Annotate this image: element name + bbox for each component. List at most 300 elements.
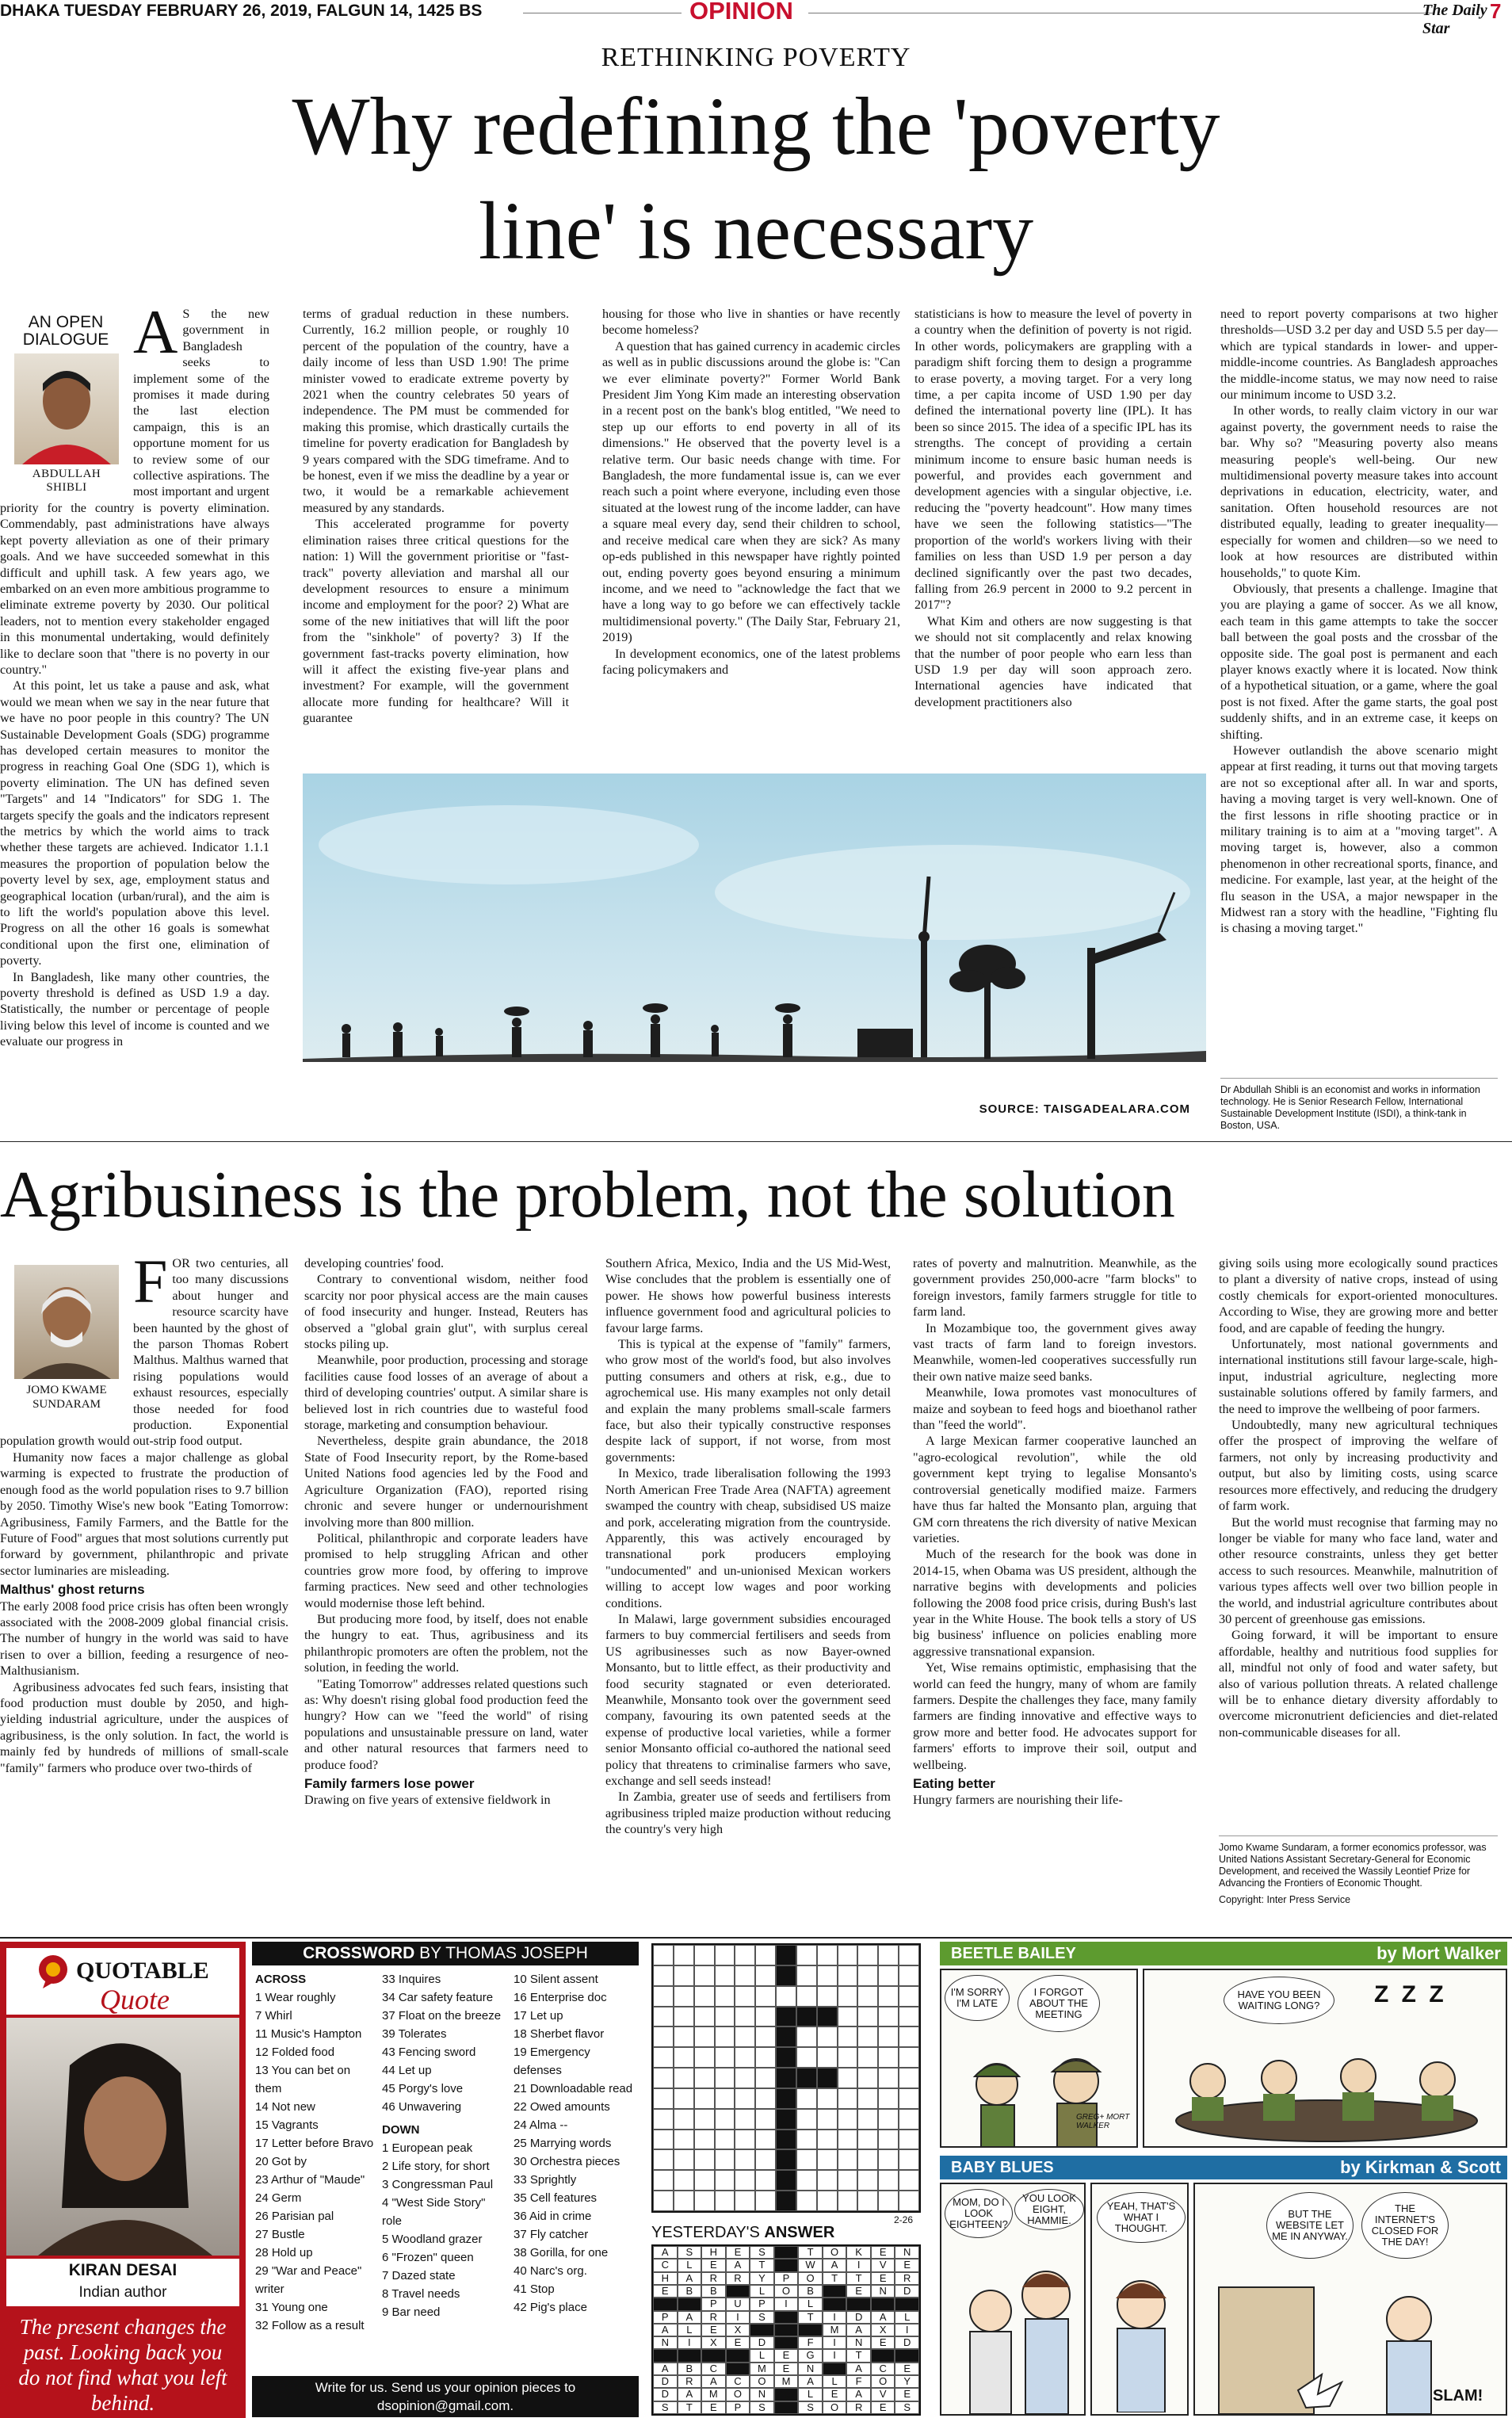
clue: 38 Gorilla, for one: [514, 2246, 609, 2259]
baby-blues-title: BABY BLUES: [951, 2159, 1054, 2176]
puzzle-cell[interactable]: [694, 2149, 715, 2170]
answer-cell: R: [895, 2272, 919, 2285]
puzzle-cell[interactable]: [735, 1965, 755, 1986]
puzzle-cell[interactable]: [755, 2068, 776, 2088]
black-cell: [726, 2349, 750, 2362]
puzzle-cell[interactable]: [817, 2026, 838, 2047]
clue: 40 Narc's org.: [514, 2264, 587, 2278]
puzzle-cell[interactable]: [838, 1986, 858, 2007]
answer-cell: M: [701, 2388, 726, 2401]
footer-email-link[interactable]: dsopinion@gmail.com.: [376, 2398, 514, 2413]
puzzle-cell[interactable]: [838, 2007, 858, 2027]
puzzle-cell[interactable]: [878, 2026, 899, 2047]
puzzle-cell[interactable]: [755, 2149, 776, 2170]
puzzle-cell[interactable]: [715, 2047, 735, 2068]
paragraph: However outlandish the above scenario might appear at first reading, it turns out that moving targets are not so exceptional after all. In war and sports, having a moving target is very well-known. One of the first lessons in rifle shooting practice or in military training is to aim at a "moving target". A moving target is, however, also a common phenomenon in other recreational sports, finance, and medicine. For example, last year, at the height of the flu season in the USA, a major newspaper in the Midwest ran a story with the headline, "Fighting flu is chasing a moving target.": [1220, 743, 1498, 936]
puzzle-cell[interactable]: [899, 2191, 919, 2211]
puzzle-cell[interactable]: [899, 2026, 919, 2047]
crossword-byline: BY THOMAS JOSEPH: [419, 1944, 588, 1962]
bio-rule: [1220, 1078, 1498, 1079]
black-cell: [776, 2026, 796, 2047]
puzzle-cell[interactable]: [755, 2170, 776, 2191]
answer-cell: S: [750, 2311, 774, 2324]
puzzle-cell[interactable]: [694, 2026, 715, 2047]
paragraph: The early 2008 food price crisis has often been wrongly associated with the 2008-2009 global financial crisis. The number of hungry in the world was said to have risen to over a billion, feeding a resurgence of neo-Malthusianism.: [0, 1599, 288, 1679]
paragraph: Drawing on five years of extensive fieldwork in: [304, 1793, 551, 1808]
quotable-quote-box: [0, 1942, 246, 2418]
puzzle-cell[interactable]: [735, 2170, 755, 2191]
clue: 21 Downloadable read: [514, 2082, 633, 2095]
paragraph: "Eating Tomorrow" addresses related questions such as: Why doesn't rising global food production feed the hungry? How can we "feed the world" of rising populations and unsustainable pressure on land, water and other natural resources that farmers need to produce food?: [304, 1676, 588, 1772]
answer-cell: P: [750, 2298, 774, 2310]
black-cell: [776, 2191, 796, 2211]
puzzle-cell[interactable]: [653, 2109, 674, 2130]
clue: 29 "War and Peace" writer: [255, 2264, 362, 2296]
answer-cell: S: [653, 2401, 678, 2414]
puzzle-cell[interactable]: [694, 2130, 715, 2150]
puzzle-cell[interactable]: [674, 1986, 694, 2007]
puzzle-cell[interactable]: [878, 1965, 899, 1986]
paragraph: A large Mexican farmer cooperative launched an "agro-ecological revolution", while the old government kept trying to legalise Monsanto's controversial genetically modified maize. Farmers have thus far halted the Monsanto plan, arguing that GM corn threatens the rich diversity of native Mexican varieties.: [913, 1434, 1197, 1545]
puzzle-cell[interactable]: [755, 2109, 776, 2130]
puzzle-cell[interactable]: [857, 2109, 878, 2130]
paragraph: Obviously, that presents a challenge. Imagine that you are playing a game of soccer. As we all know, each team in this game attempts to take the soccer ball between the goal posts and the crossbar of the opposite side. The goal post is permanent and each player knows exactly where it is located. Now think of a hypothetical situation, or a game, where the goal post is not fixed. After the game starts, the goal post suddenly shifts, and in an extreme case, it keeps on shifting.: [1220, 581, 1498, 742]
black-cell: [895, 2298, 919, 2310]
puzzle-cell[interactable]: [857, 2191, 878, 2211]
paragraph: In other words, to really claim victory in our war against poverty, the government needs to raise the bar. Why so? "Measuring poverty also means measuring people's well-being. Our new multidimensional poverty measure takes into account deprivations in education, electricity, water, and sanitation. Often household resources are not distributed equally, leading to greater inequality—especially for women and children—so we need to look at how resources are distributed within households," to quote Kim.: [1220, 403, 1498, 580]
black-cell: [895, 2349, 919, 2362]
article2-column-1: [0, 1255, 288, 1921]
answer-cell: S: [750, 2401, 774, 2414]
author-caption-jomo-1: JOMO KWAME: [26, 1384, 107, 1396]
puzzle-cell[interactable]: [674, 2191, 694, 2211]
puzzle-cell[interactable]: [694, 2170, 715, 2191]
puzzle-cell[interactable]: [857, 1945, 878, 1965]
puzzle-cell[interactable]: [817, 1945, 838, 1965]
article2-headline: Agribusiness is the problem, not the solution: [0, 1158, 1175, 1232]
clue: 8 Travel needs: [382, 2287, 460, 2301]
clue: 16 Enterprise doc: [514, 1991, 607, 2004]
clue: 17 Let up: [514, 2009, 563, 2023]
column-label: AN OPEN DIALOGUE: [22, 313, 109, 349]
clue: 37 Float on the breeze: [382, 2009, 502, 2023]
puzzle-cell[interactable]: [817, 2047, 838, 2068]
clue: 10 Silent assent: [514, 1973, 598, 1986]
answer-cell: C: [653, 2259, 678, 2271]
puzzle-cell[interactable]: [674, 2007, 694, 2027]
author-caption-jomo-2: SUNDARAM: [32, 1398, 101, 1411]
puzzle-cell[interactable]: [755, 1986, 776, 2007]
puzzle-cell[interactable]: [857, 2026, 878, 2047]
puzzle-cell[interactable]: [878, 2068, 899, 2088]
puzzle-cell[interactable]: [878, 2109, 899, 2130]
clue: 13 You can bet on them: [255, 2064, 351, 2095]
clue-column-3: [514, 1970, 640, 2317]
clue: 14 Not new: [255, 2100, 315, 2114]
puzzle-cell[interactable]: [899, 2007, 919, 2027]
puzzle-cell[interactable]: [796, 2047, 817, 2068]
black-cell: [798, 2324, 823, 2336]
answer-cell: I: [774, 2298, 799, 2310]
puzzle-cell[interactable]: [857, 1965, 878, 1986]
puzzle-cell[interactable]: [715, 2109, 735, 2130]
speech-bubble: I FORGOT ABOUT THE MEETING: [1018, 1975, 1100, 2032]
puzzle-cell[interactable]: [674, 1965, 694, 1986]
puzzle-cell[interactable]: [694, 1986, 715, 2007]
puzzle-cell[interactable]: [878, 1986, 899, 2007]
puzzle-cell[interactable]: [857, 2007, 878, 2027]
page-number: 7: [1490, 0, 1502, 23]
puzzle-cell[interactable]: [796, 2191, 817, 2211]
paragraph: Nevertheless, despite grain abundance, the 2018 State of Food Insecurity report, by the Rome-based United Nations food agencies led by the Food and Agriculture Organization (FAO), reported rising chronic and severe hunger or undernourishment involving more than 800 million.: [304, 1434, 588, 1530]
puzzle-cell[interactable]: [735, 2047, 755, 2068]
puzzle-cell[interactable]: [838, 2068, 858, 2088]
article2-copyright: Copyright: Inter Press Service: [1219, 1894, 1351, 1905]
clue: 20 Got by: [255, 2155, 307, 2168]
puzzle-cell[interactable]: [715, 2088, 735, 2109]
puzzle-cell[interactable]: [715, 2170, 735, 2191]
puzzle-cell[interactable]: [674, 1945, 694, 1965]
landscape-illustration-icon: [303, 774, 1206, 1124]
puzzle-cell[interactable]: [694, 2047, 715, 2068]
black-cell: [871, 2349, 895, 2362]
clue: 33 Inquires: [382, 1973, 441, 1986]
puzzle-cell[interactable]: [735, 2130, 755, 2150]
puzzle-cell[interactable]: [857, 2149, 878, 2170]
comics-section: [940, 1942, 1512, 2418]
clue-column-1: [255, 1970, 374, 2335]
puzzle-cell[interactable]: [796, 2149, 817, 2170]
crossword-puzzle-grid[interactable]: [651, 1943, 921, 2213]
answer-cell: N: [798, 2363, 823, 2375]
answer-cell: S: [895, 2401, 919, 2414]
answer-cell: M: [774, 2375, 799, 2388]
puzzle-cell[interactable]: [838, 2130, 858, 2150]
answer-cell: E: [871, 2272, 895, 2285]
clue: 12 Folded food: [255, 2046, 335, 2059]
puzzle-cell[interactable]: [878, 2170, 899, 2191]
puzzle-cell[interactable]: [674, 2149, 694, 2170]
section-title: OPINION: [689, 0, 793, 25]
puzzle-cell[interactable]: [735, 1986, 755, 2007]
article1-headline-line2: line' is necessary: [478, 185, 1034, 277]
puzzle-cell[interactable]: [899, 1945, 919, 1965]
clue: 23 Arthur of "Maude": [255, 2173, 365, 2187]
puzzle-cell[interactable]: [796, 2026, 817, 2047]
answer-cell: M: [823, 2324, 847, 2336]
clue-column-2: [382, 1970, 506, 2321]
baby-blues-header: [940, 2156, 1507, 2179]
answer-cell: O: [871, 2375, 895, 2388]
answer-cell: I: [895, 2324, 919, 2336]
puzzle-cell[interactable]: [694, 2109, 715, 2130]
black-cell: [776, 2068, 796, 2088]
answer-cell: E: [895, 2259, 919, 2271]
puzzle-cell[interactable]: [817, 2130, 838, 2150]
puzzle-cell[interactable]: [715, 2007, 735, 2027]
puzzle-cell[interactable]: [674, 2047, 694, 2068]
puzzle-cell[interactable]: [674, 2026, 694, 2047]
speech-bubble: HAVE YOU BEEN WAITING LONG?: [1224, 1977, 1334, 2024]
puzzle-cell[interactable]: [715, 2130, 735, 2150]
puzzle-cell[interactable]: [899, 2047, 919, 2068]
puzzle-cell[interactable]: [715, 1965, 735, 1986]
answer-cell: D: [653, 2388, 678, 2401]
puzzle-cell[interactable]: [755, 2191, 776, 2211]
puzzle-cell[interactable]: [796, 1965, 817, 1986]
puzzle-cell[interactable]: [715, 2191, 735, 2211]
puzzle-cell[interactable]: [755, 2130, 776, 2150]
answer-cell: S: [750, 2246, 774, 2259]
puzzle-cell[interactable]: [796, 1986, 817, 2007]
puzzle-cell[interactable]: [735, 2088, 755, 2109]
answer-cell: I: [823, 2311, 847, 2324]
puzzle-cell[interactable]: [899, 2170, 919, 2191]
puzzle-cell[interactable]: [857, 2088, 878, 2109]
puzzle-cell[interactable]: [817, 2149, 838, 2170]
paragraph: Yet, Wise remains optimistic, emphasising that the world can feed the hungry, many of whom are family farmers. Despite the challenges they face, many family farmers are finding innovative and effective ways to grow more and better food. He advocates support for farmers' efforts to improve their soil, output and wellbeing.: [913, 1660, 1197, 1772]
puzzle-cell[interactable]: [817, 2191, 838, 2211]
puzzle-cell[interactable]: [838, 2149, 858, 2170]
puzzle-cell[interactable]: [653, 2007, 674, 2027]
puzzle-cell[interactable]: [653, 2047, 674, 2068]
puzzle-cell[interactable]: [878, 2088, 899, 2109]
puzzle-cell[interactable]: [838, 2026, 858, 2047]
puzzle-cell[interactable]: [653, 1965, 674, 1986]
puzzle-cell[interactable]: [735, 2068, 755, 2088]
puzzle-cell[interactable]: [838, 1945, 858, 1965]
clue: 28 Hold up: [255, 2246, 313, 2259]
puzzle-cell[interactable]: [838, 2191, 858, 2211]
article2-column-2: [304, 1255, 588, 1921]
clue: 5 Woodland grazer: [382, 2233, 483, 2246]
puzzle-cell[interactable]: [715, 2026, 735, 2047]
puzzle-cell[interactable]: [817, 2088, 838, 2109]
puzzle-cell[interactable]: [755, 1945, 776, 1965]
puzzle-cell[interactable]: [857, 2170, 878, 2191]
puzzle-cell[interactable]: [899, 2130, 919, 2150]
speech-bubble: YEAH, THAT'S WHAT I THOUGHT.: [1097, 2192, 1186, 2243]
puzzle-cell[interactable]: [694, 1965, 715, 1986]
puzzle-cell[interactable]: [653, 2191, 674, 2211]
answer-cell: I: [678, 2336, 702, 2349]
puzzle-cell[interactable]: [857, 2068, 878, 2088]
puzzle-cell[interactable]: [674, 2068, 694, 2088]
paragraph: Hungry farmers are nourishing their life-: [913, 1793, 1123, 1808]
paragraph: In Bangladesh, like many other countries, the poverty threshold is defined as USD 1.9 a day. Statistically, the number or percentage of people living below this level of income is counted and we evaluate our progress in: [0, 969, 269, 1049]
puzzle-cell[interactable]: [857, 1986, 878, 2007]
answer-cell: P: [726, 2401, 750, 2414]
answer-cell: R: [846, 2401, 871, 2414]
answer-cell: O: [823, 2246, 847, 2259]
puzzle-cell[interactable]: [653, 1986, 674, 2007]
dateline: DHAKA TUESDAY FEBRUARY 26, 2019, FALGUN 14, 1425 BS: [0, 2, 483, 20]
puzzle-cell[interactable]: [857, 2047, 878, 2068]
puzzle-cell[interactable]: [899, 1965, 919, 1986]
puzzle-cell[interactable]: [715, 2149, 735, 2170]
black-cell: [776, 2088, 796, 2109]
puzzle-cell[interactable]: [755, 2007, 776, 2027]
quote-author-role: Indian author: [6, 2282, 239, 2306]
puzzle-cell[interactable]: [735, 2109, 755, 2130]
answer-cell: O: [774, 2285, 799, 2298]
puzzle-cell[interactable]: [694, 1945, 715, 1965]
puzzle-cell[interactable]: [653, 2170, 674, 2191]
answer-cell: E: [871, 2336, 895, 2349]
puzzle-cell[interactable]: [735, 2007, 755, 2027]
puzzle-cell[interactable]: [694, 2088, 715, 2109]
puzzle-cell[interactable]: [653, 2149, 674, 2170]
puzzle-cell[interactable]: [735, 1945, 755, 1965]
speech-bubble: I'M SORRY I'M LATE: [945, 1975, 1010, 2021]
black-cell: [774, 2311, 799, 2324]
black-cell: [774, 2259, 799, 2271]
puzzle-cell[interactable]: [653, 2130, 674, 2150]
puzzle-cell[interactable]: [796, 2088, 817, 2109]
puzzle-cell[interactable]: [899, 2088, 919, 2109]
clue: 1 European peak: [382, 2141, 473, 2155]
puzzle-cell[interactable]: [838, 2088, 858, 2109]
puzzle-cell[interactable]: [674, 2088, 694, 2109]
puzzle-cell[interactable]: [694, 2068, 715, 2088]
puzzle-cell[interactable]: [694, 2191, 715, 2211]
puzzle-cell[interactable]: [817, 1986, 838, 2007]
clue: 7 Dazed state: [382, 2269, 456, 2282]
puzzle-cell[interactable]: [755, 2047, 776, 2068]
puzzle-cell[interactable]: [755, 2026, 776, 2047]
article1-kicker: RETHINKING POVERTY: [601, 43, 911, 72]
puzzle-cell[interactable]: [735, 2026, 755, 2047]
puzzle-cell[interactable]: [674, 2109, 694, 2130]
puzzle-cell[interactable]: [796, 2109, 817, 2130]
answer-cell: E: [871, 2401, 895, 2414]
answer-cell: I: [823, 2336, 847, 2349]
answer-cell: L: [823, 2375, 847, 2388]
answer-label-2: ANSWER: [764, 2224, 835, 2241]
answer-cell: V: [871, 2259, 895, 2271]
puzzle-cell[interactable]: [899, 2149, 919, 2170]
puzzle-cell[interactable]: [653, 2088, 674, 2109]
beetle-panel-2: [1143, 1969, 1507, 2148]
beetle-characters-icon: [957, 2037, 1124, 2148]
puzzle-cell[interactable]: [838, 2170, 858, 2191]
black-cell: [776, 2170, 796, 2191]
puzzle-cell[interactable]: [796, 2130, 817, 2150]
puzzle-cell[interactable]: [715, 1986, 735, 2007]
answer-cell: M: [750, 2363, 774, 2375]
answer-cell: T: [678, 2401, 702, 2414]
black-cell: [823, 2298, 847, 2310]
puzzle-cell[interactable]: [899, 2109, 919, 2130]
puzzle-cell[interactable]: [838, 2047, 858, 2068]
answer-cell: E: [726, 2246, 750, 2259]
black-cell: [776, 2149, 796, 2170]
clue: 42 Pig's place: [514, 2301, 587, 2314]
puzzle-cell[interactable]: [817, 2170, 838, 2191]
paragraph: Contrary to conventional wisdom, neither food scarcity nor poor physical access are the main causes of food insecurity and hunger. Instead, Reuters has observed a "global grain glut", with surplus cereal stocks piling up.: [304, 1272, 588, 1352]
image-source: SOURCE: TAISGADEALARA.COM: [979, 1102, 1190, 1116]
puzzle-cell[interactable]: [653, 2068, 674, 2088]
answer-cell: O: [750, 2375, 774, 2388]
speech-bubble: YOU LOOK EIGHT, HAMMIE.: [1014, 2189, 1084, 2230]
answer-cell: G: [798, 2349, 823, 2362]
puzzle-cell[interactable]: [899, 1986, 919, 2007]
photo-spacer: [0, 306, 133, 485]
puzzle-cell[interactable]: [715, 2068, 735, 2088]
puzzle-cell[interactable]: [755, 1965, 776, 1986]
answer-cell: E: [871, 2246, 895, 2259]
answer-cell: R: [701, 2272, 726, 2285]
paragraph: In Zambia, greater use of seeds and fertilisers from agribusiness tripled maize production without reducing the country's very high: [605, 1790, 891, 1837]
black-cell: [774, 2388, 799, 2401]
puzzle-cell[interactable]: [735, 2191, 755, 2211]
answer-cell: L: [678, 2259, 702, 2271]
puzzle-cell[interactable]: [857, 2130, 878, 2150]
puzzle-cell[interactable]: [899, 2068, 919, 2088]
black-cell: [796, 2007, 817, 2027]
puzzle-cell[interactable]: [878, 2047, 899, 2068]
answer-cell: H: [653, 2272, 678, 2285]
crossword-date: 2-26: [894, 2214, 914, 2225]
puzzle-cell[interactable]: [755, 2088, 776, 2109]
clue: 34 Car safety feature: [382, 1991, 494, 2004]
paragraph: Meanwhile, Iowa promotes vast monocultures of maize and soybean to feed hogs and bioethanol rather than "feed the world".: [913, 1385, 1197, 1433]
answer-cell: L: [678, 2324, 702, 2336]
article1-column-3: [602, 306, 900, 774]
puzzle-cell[interactable]: [796, 2170, 817, 2191]
crossword-header: [252, 1942, 639, 1965]
answer-cell: E: [726, 2336, 750, 2349]
puzzle-cell[interactable]: [817, 1965, 838, 1986]
paragraph: statisticians is how to measure the level of poverty in a country when the definition of poverty is not rigid. In other words, policymakers are grappling with a paradigm shift forcing them to design a programme to erase poverty, a moving target. For a very long time, a per capita income of USD 1.90 per day defined the international poverty line (IPL). It has been so since 2015. The idea of a specific IPL has its strengths. The concept of providing a certain minimum income to ensure basic human needs is powerful, and provides each government and development agencies with a singular objective, i.e. reducing the "poverty headcount". How many times have we seen the following statistics—"The proportion of the world's workers living with their families on less than USD 1.9 per person a day declined significantly over the past two decades, falling from 26.9 percent in 2000 to 9.2 percent in 2017"?: [914, 307, 1192, 613]
crossword-section: [252, 1942, 934, 2418]
clue: 32 Follow as a result: [255, 2319, 365, 2332]
answer-cell: E: [846, 2285, 871, 2298]
puzzle-cell[interactable]: [878, 2191, 899, 2211]
puzzle-cell[interactable]: [796, 1945, 817, 1965]
puzzle-cell[interactable]: [653, 1945, 674, 1965]
clue: 4 "West Side Story" role: [382, 2196, 486, 2228]
puzzle-cell[interactable]: [653, 2026, 674, 2047]
puzzle-cell[interactable]: [878, 2007, 899, 2027]
crossword-title: CROSSWORD: [303, 1944, 415, 1962]
answer-cell: B: [678, 2285, 702, 2298]
puzzle-cell[interactable]: [674, 2170, 694, 2191]
puzzle-cell[interactable]: [878, 2149, 899, 2170]
answer-cell: T: [823, 2272, 847, 2285]
puzzle-cell[interactable]: [735, 2149, 755, 2170]
puzzle-cell[interactable]: [715, 1945, 735, 1965]
puzzle-cell[interactable]: [694, 2007, 715, 2027]
clue: 41 Stop: [514, 2282, 555, 2296]
puzzle-cell[interactable]: [674, 2130, 694, 2150]
article1-column-5: [1220, 306, 1498, 1091]
speech-bubble: MOM, DO I LOOK EIGHTEEN?: [945, 2189, 1013, 2238]
quote-author-name: KIRAN DESAI: [6, 2259, 239, 2282]
puzzle-cell[interactable]: [878, 2130, 899, 2150]
answer-cell: A: [726, 2259, 750, 2271]
puzzle-cell[interactable]: [817, 2109, 838, 2130]
puzzle-cell[interactable]: [878, 1945, 899, 1965]
baby-blues-byline: by Kirkman & Scott: [1340, 2157, 1501, 2177]
puzzle-cell[interactable]: [776, 1986, 796, 2007]
article-divider: [0, 1141, 1512, 1142]
answer-cell: X: [701, 2336, 726, 2349]
paragraph: Undoubtedly, many new agricultural techniques offer the prospect of improving the welfare of farmers, not only by increasing productivity and output, but also by limiting costs, using scarce resources more effectively, and reducing the drudgery of farm work.: [1219, 1418, 1498, 1514]
puzzle-cell[interactable]: [838, 1965, 858, 1986]
puzzle-cell[interactable]: [838, 2109, 858, 2130]
crossword-answer-grid: [651, 2244, 921, 2416]
